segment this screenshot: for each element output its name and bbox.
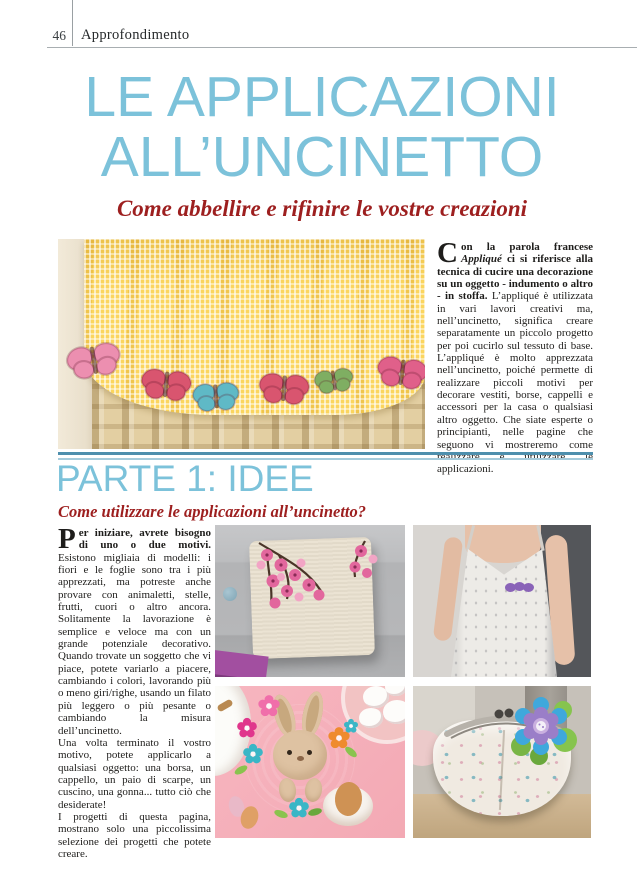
intro-body-text: L’appliqué è utilizzata in vari lavori creativi ma, nell’uncinetto, significa creare separatamente un piccolo progetto per poi cucirlo sul tessuto di base. L’appliqué è molto apprezzata nell’uncinetto, poiché permette di realizzare piccoli motivi per decorare vestiti, borse, cappelli e accessori per la casa o qualsiasi altro oggetto. Che siate esperte o principianti, nelle pagine che seguono vi mostreremo come realizzare e utilizzare le applicazioni.	[437, 290, 594, 476]
crochet-flower	[511, 697, 577, 765]
page-number: 46	[52, 28, 66, 43]
intro-column	[437, 237, 594, 476]
header-rule	[47, 47, 637, 48]
body-paragraph-1-text: Esistono migliaia di modelli: i fiori e le foglie sono tra i più apprezzati, ma potreste anche provare con animaletti, stelle, frutti, cuori o altro ancora. Solitamente la lavorazione è semplice e veloce ma con un grande potenziale decorativo. Quando trovate un soggetto che vi piace, potete variarlo a piacere, cambiando i colori, lavorando più o meno giri/righe, usando un filato più leggero o più pesante o cambiando la misura dell’uncinetto.	[58, 551, 211, 737]
part1-heading: PARTE 1: IDEE	[56, 458, 314, 499]
purple-crochet-bow	[505, 583, 535, 592]
header-divider-vertical	[72, 0, 73, 46]
intro-bold-lead-end: ci si riferisce alla tecnica di cucire una decorazione su un oggetto - indumento o altro - in stoffa.	[437, 253, 593, 303]
photo-coin-purse	[413, 686, 591, 838]
photo-blossom-pillow	[215, 525, 405, 677]
part1-body-column	[58, 523, 211, 860]
photo-bunny-doily	[215, 686, 405, 838]
body-bold-lead: er iniziare, avrete bisogno di uno o due motivi.	[78, 527, 211, 552]
photo-butterfly-skirt	[58, 239, 425, 449]
body-paragraph-1	[58, 523, 211, 737]
page-subtitle: Come abbellire e rifinire le vostre creazioni	[116, 196, 528, 221]
dropcap-p: P	[58, 523, 76, 555]
intro-italic-term: Appliqué	[460, 253, 502, 266]
butterfly-applique-group	[58, 239, 425, 449]
page-title-line2: ALL’UNCINETTO	[100, 125, 544, 189]
section-label: Approfondimento	[81, 27, 190, 43]
body-paragraph-2: Una volta terminato il vostro motivo, potete applicarlo a qualsiasi oggetto: una borsa, un cappello, un paio di scarpe, un cuscino, una gonna... tutto ciò che desiderate!	[58, 736, 211, 811]
body-paragraph-3: I progetti di questa pagina, mostrano solo una piccolissima selezione dei progetti che potete creare.	[58, 810, 211, 860]
purse-clasp-and-flower-overlay	[413, 686, 591, 838]
intro-paragraph	[437, 237, 594, 476]
page-title-line1: LE APPLICAZIONI	[84, 65, 560, 129]
eyelet-camisole	[451, 549, 557, 677]
dropcap-c: C	[437, 237, 458, 269]
intro-bold-lead-start: on la parola francese	[460, 241, 593, 253]
photo-camisole-top	[413, 525, 591, 677]
part1-question: Come utilizzare le applicazioni all’uncinetto?	[58, 502, 367, 521]
